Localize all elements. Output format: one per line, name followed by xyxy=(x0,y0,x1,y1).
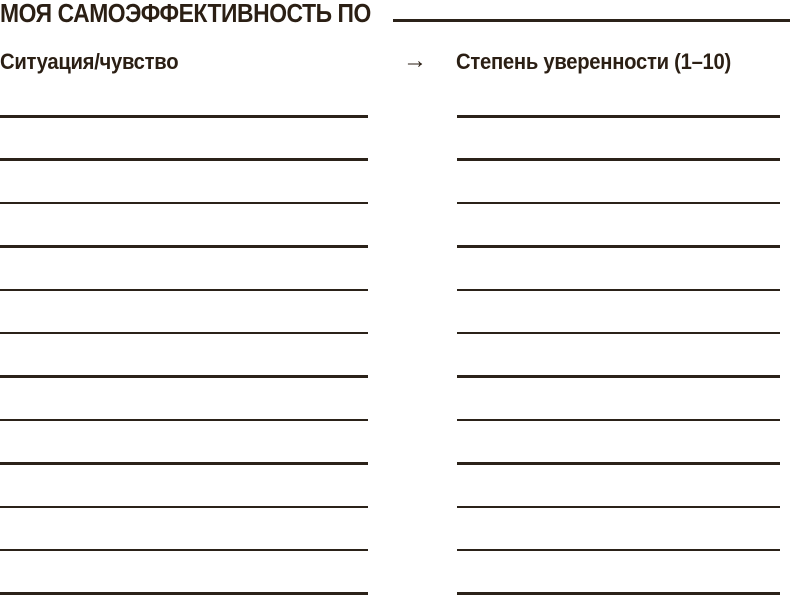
situation-blank-lines xyxy=(0,115,368,599)
confidence-blank-lines xyxy=(457,115,780,599)
page-title: МОЯ САМОЭФФЕКТИВНОСТЬ ПО xyxy=(0,0,371,28)
blank-line xyxy=(0,419,368,422)
blank-line xyxy=(0,115,368,118)
blank-line xyxy=(0,158,368,161)
blank-line xyxy=(457,158,780,161)
title-blank-line xyxy=(393,19,790,22)
blank-line xyxy=(457,462,780,465)
column-header-situation: Ситуация/чувство xyxy=(0,49,179,74)
blank-line xyxy=(0,375,368,378)
blank-line xyxy=(457,375,780,378)
blank-line xyxy=(0,549,368,552)
blank-line xyxy=(457,506,780,509)
blank-line xyxy=(457,289,780,292)
blank-line xyxy=(0,245,368,248)
blank-line xyxy=(457,202,780,205)
blank-line xyxy=(0,592,368,595)
blank-line xyxy=(457,549,780,552)
blank-line xyxy=(0,289,368,292)
column-header-confidence: Степень уверенности (1–10) xyxy=(456,49,731,74)
arrow-right-icon: → xyxy=(403,47,427,74)
blank-line xyxy=(0,202,368,205)
blank-line xyxy=(0,506,368,509)
blank-line xyxy=(457,592,780,595)
blank-line xyxy=(0,332,368,335)
blank-line xyxy=(0,462,368,465)
blank-line xyxy=(457,332,780,335)
blank-line xyxy=(457,115,780,118)
blank-line xyxy=(457,419,780,422)
blank-line xyxy=(457,245,780,248)
